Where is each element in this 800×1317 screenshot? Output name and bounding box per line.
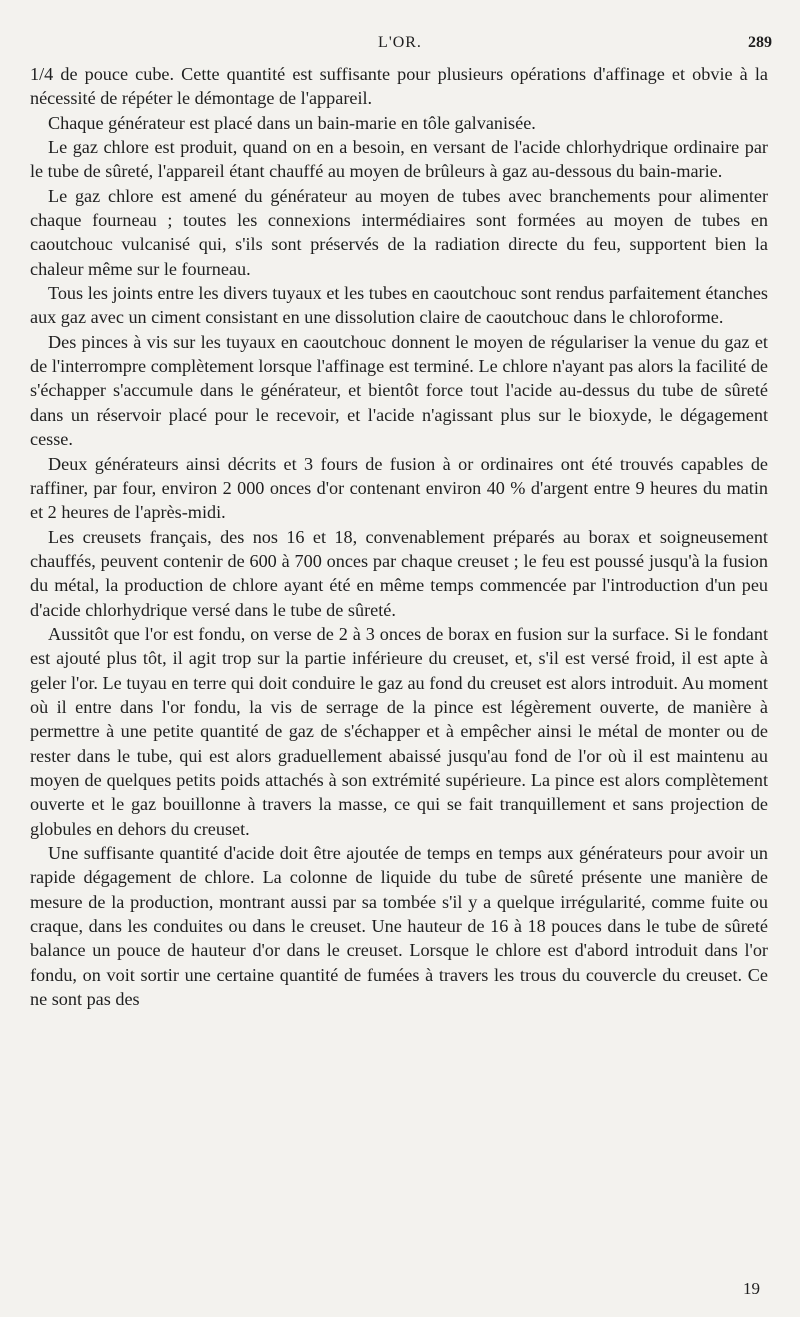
paragraph: Les creusets français, des nos 16 et 18, convenablement préparés au borax et soigneusement chauffés, peuvent contenir de 600 à 700 onces par chaque creuset ; le feu est poussé jusqu'à la fusion du métal, la production de chlore ayant été en même temps commencée par l'introduction d'un peu d'acide chlorhydrique versé dans le tube de sûreté. bbox=[30, 526, 768, 620]
paragraph: Le gaz chlore est amené du générateur au moyen de tubes avec branchements pour alimenter chaque fourneau ; toutes les connexions intermédiaires sont formées au moyen de tubes en caoutchouc vulcanisé qui, s'ils sont préservés de la radiation directe du feu, supportent bien la chaleur même sur le fourneau. bbox=[30, 185, 768, 279]
paragraph: Chaque générateur est placé dans un bain-marie en tôle galvanisée. bbox=[48, 112, 536, 133]
running-header bbox=[20, 30, 780, 58]
body-text bbox=[30, 62, 768, 1011]
paragraph: Une suffisante quantité d'acide doit être ajoutée de temps en temps aux générateurs pour avoir un rapide dégagement de chlore. La colonne de liquide du tube de sûreté présente une manière de mesure de la production, montrant aussi par sa tombée s'il y a quelque irrégularité, comme fuite ou craque, dans les conduites ou dans le creuset. Une hauteur de 16 à 18 pouces dans le tube de sûreté balance un pouce de hauteur d'or dans le creuset. Lorsque le chlore est d'abord introduit dans l'or fondu, on voit sortir une certaine quantité de fumées à travers les trous du couvercle du creuset. Ce ne sont pas des bbox=[30, 843, 768, 1010]
paragraph: Aussitôt que l'or est fondu, on verse de 2 à 3 onces de borax en fusion sur la surface. Si le fondant est ajouté plus tôt, il agit trop sur la partie inférieure du creuset, et, s'il est versé froid, il est apte à geler l'or. Le tuyau en terre qui doit conduire le gaz au fond du creuset est alors introduit. Au moment où il entre dans l'or fondu, la vis de serrage de la pince est légèrement ouverte, de manière à permettre à une petite quantité de gaz de s'échapper et à empêcher ainsi le métal de monter ou de rester dans le tube, qui est alors graduellement abaissé jusqu'au fond de l'or où il est maintenu au moyen de quelques petits poids attachés à son extrémité supérieure. La pince est alors complètement ouverte et le gaz bouillonne à travers la masse, ce qui se fait tranquillement et sans projection de globules en dehors du creuset. bbox=[30, 623, 768, 839]
signature-mark: 19 bbox=[743, 1279, 760, 1298]
running-title: L'OR. bbox=[378, 34, 422, 51]
paragraph: Des pinces à vis sur les tuyaux en caoutchouc donnent le moyen de régulariser la venue du gaz et de l'interrompre complètement lorsque l'affinage est terminé. Le chlore n'ayant pas alors la facilité de s'échapper s'accumule dans le générateur, et bientôt force tout l'acide au-dessus du tube de sûreté dans un réservoir placé pour le recevoir, et l'acide n'agissant plus sur le bioxyde, le dégagement cesse. bbox=[30, 331, 768, 450]
paragraph: Tous les joints entre les divers tuyaux et les tubes en caoutchouc sont rendus parfaitement étanches aux gaz avec un ciment consistant en une dissolution claire de caoutchouc dans le chloroforme. bbox=[30, 283, 768, 328]
page-number: 289 bbox=[748, 34, 772, 51]
paragraph: Deux générateurs ainsi décrits et 3 fours de fusion à or ordinaires ont été trouvés capables de raffiner, par four, environ 2 000 onces d'or contenant environ 40 % d'argent entre 9 heures du matin et 2 heures de l'après-midi. bbox=[30, 453, 768, 523]
paragraph: 1/4 de pouce cube. Cette quantité est suffisante pour plusieurs opérations d'affinage et obvie à la nécessité de répéter le démontage de l'appareil. bbox=[30, 64, 768, 109]
paragraph: Le gaz chlore est produit, quand on en a besoin, en versant de l'acide chlorhydrique ordinaire par le tube de sûreté, l'appareil étant chauffé au moyen de brûleurs à gaz au-dessous du bain-marie. bbox=[30, 137, 768, 182]
